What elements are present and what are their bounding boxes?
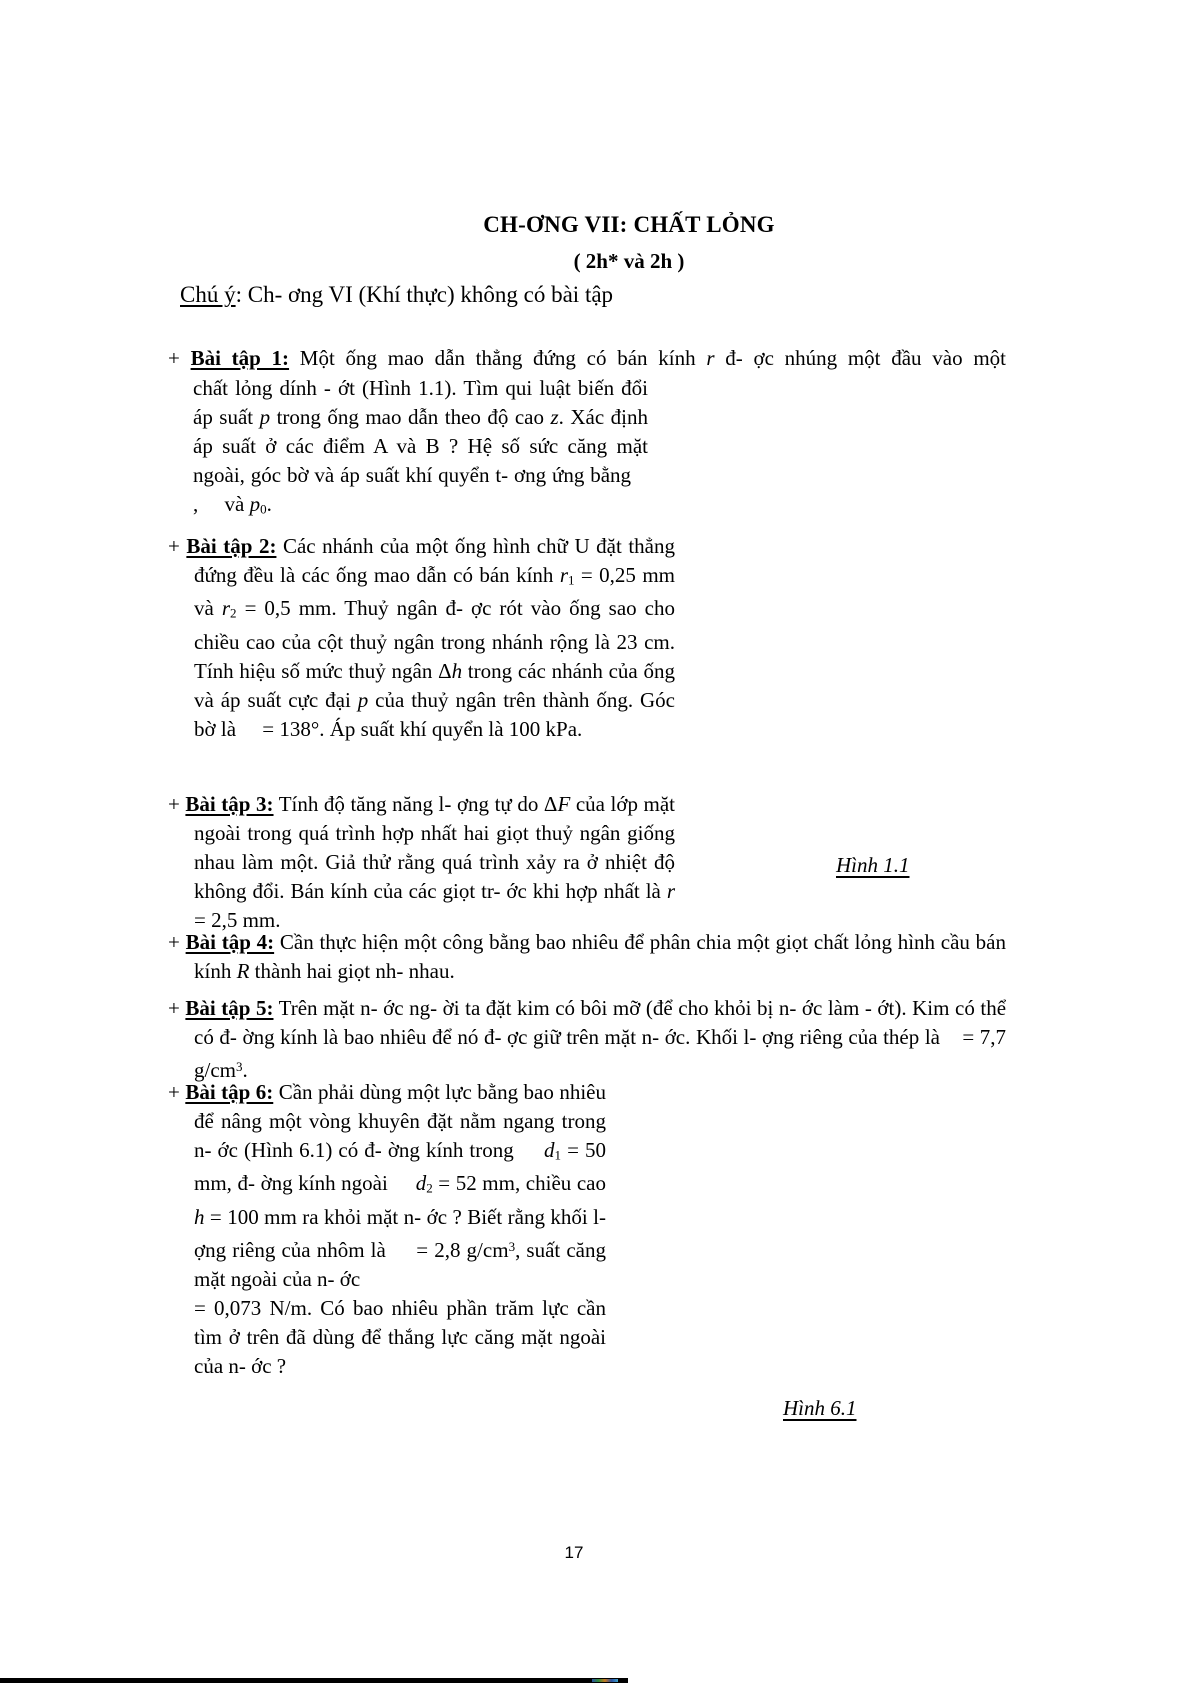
chapter-subtitle: ( 2h* và 2h ): [573, 249, 685, 273]
problem-4-marker: +: [168, 930, 186, 954]
problem-5-body-text: Trên mặt n- ớc ng- ời ta đặt kim có bôi mỡ (để cho khỏi bị n- ớc làm - ớt). Kim có thể có đ- ờng kính là bao nhiêu để nó đ- ợc giữ trên mặt n- ớc. Khối l- ợng riêng của thép là = 7,7 $g/cm^3$.: [194, 996, 1007, 1082]
problem-3-label: Bài tập 3:: [185, 792, 274, 816]
problem-6-body-text: Cần phải dùng một lực bằng bao nhiêu để nâng một vòng khuyên đặt nằm ngang trong n- ớc (Hình 6.1) có đ- ờng kính trong d1 = 50 mm, đ- ờng kính ngoài d2 = 52 mm, chiều cao h = 100 mm ra khỏi mặt n- ớc ? Biết rằng khối l- ợng riêng của nhôm là = 2,8 $g/cm^3$, suất căng mặt ngoài của n- ớc = 0,073 N/m. Có bao nhiêu phần trăm lực cần tìm ở trên đã dùng để thắng lực căng mặt ngoài của n- ớc ?: [194, 1080, 606, 1378]
problem-1-label: Bài tập 1:: [190, 346, 290, 370]
problem-5-marker: +: [168, 996, 186, 1020]
problem-1-marker: +: [168, 346, 191, 370]
figure-6-1-caption: Hình 6.1: [783, 1396, 857, 1420]
problem-1-body: [193, 374, 648, 523]
chapter-title: CH-ƠNG VII: CHẤT LỎNG: [483, 212, 775, 237]
problem-3-body-text: Tính độ tăng năng l- ợng tự do ΔF của lớp mặt ngoài trong quá trình hợp nhất hai giọt thuỷ ngân giống nhau làm một. Giả thử rằng quá trình xảy ra ở nhiệt độ không đổi. Bán kính của các giọt tr- ớc khi hợp nhất là r = 2,5 mm.: [194, 792, 675, 932]
problem-4: [168, 928, 1006, 986]
problem-5: [168, 994, 1006, 1085]
problem-2-marker: +: [168, 534, 187, 558]
problem-3: [168, 790, 675, 935]
problem-1-intro: [168, 344, 1006, 373]
problem-2-body-text: Các nhánh của một ống hình chữ U đặt thẳng đứng đều là các ống mao dẫn có bán kính r1 = 0,25 mm và r2 = 0,5 mm. Thuỷ ngân đ- ợc rót vào ống sao cho chiều cao của cột thuỷ ngân trong nhánh rộng là 23 cm. Tính hiệu số mức thuỷ ngân Δh trong các nhánh của ống và áp suất cực đại p của thuỷ ngân trên thành ống. Góc bờ là = 138°. Áp suất khí quyển là 100 kPa.: [194, 534, 675, 741]
bottom-divider-bar: [0, 1678, 628, 1683]
problem-6: [168, 1078, 606, 1381]
problem-6-marker: +: [168, 1080, 186, 1104]
page-number: 17: [564, 1543, 584, 1562]
problem-5-label: Bài tập 5:: [185, 996, 274, 1020]
problem-6-label: Bài tập 6:: [185, 1080, 274, 1104]
problem-3-marker: +: [168, 792, 186, 816]
figure-1-1-caption: Hình 1.1: [836, 853, 910, 877]
problem-1-body-text: chất lỏng dính - ớt (Hình 1.1). Tìm qui luật biến đổi áp suất p trong ống mao dẫn theo độ cao z. Xác định áp suất ở các điểm A và B ? Hệ số sức căng mặt ngoài, góc bờ và áp suất khí quyển t- ơng ứng bằng , và p0.: [193, 376, 648, 517]
problem-2: [168, 532, 675, 744]
note-label: Chú ý: [180, 282, 236, 307]
bottom-divider-color-fleck: [592, 1679, 618, 1682]
problem-1-intro-text: Một ống mao dẫn thẳng đứng có bán kính r đ- ợc nhúng một đầu vào một: [289, 346, 1007, 370]
problem-4-label: Bài tập 4:: [185, 930, 275, 954]
note-text: : Ch- ơng VI (Khí thực) không có bài tập: [235, 282, 614, 307]
problem-2-label: Bài tập 2:: [186, 534, 277, 558]
problem-4-body-text: Cần thực hiện một công bằng bao nhiêu để phân chia một giọt chất lỏng hình cầu bán kính R thành hai giọt nh- nhau.: [194, 930, 1007, 983]
chapter-note: [180, 282, 613, 308]
